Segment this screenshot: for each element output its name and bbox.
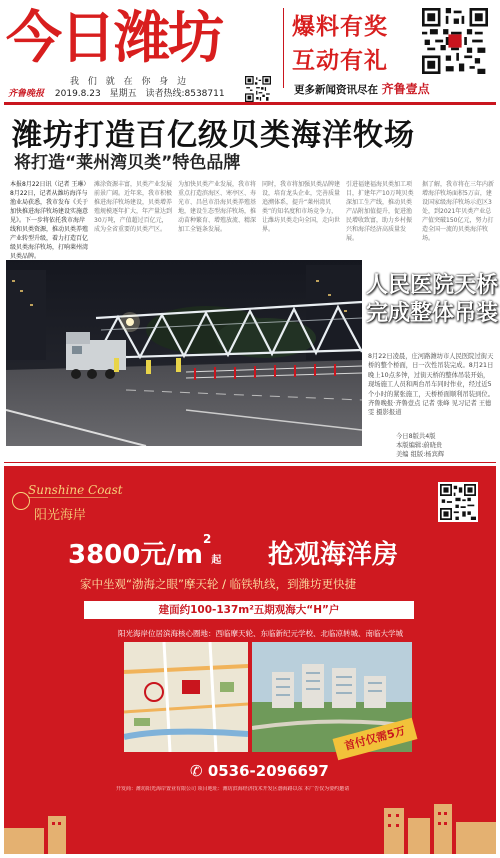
promo-line-3-text: 更多新闻资讯尽在 — [294, 84, 378, 96]
ad-skyline-graphic — [4, 798, 496, 854]
article-headline[interactable]: 潍坊打造百亿级贝类海洋牧场 — [12, 118, 415, 153]
real-estate-ad[interactable] — [4, 466, 496, 854]
ad-tagline: 家中坐观“渤海之眼”摩天轮 / 临铁轨线，到潍坊更快捷 — [80, 577, 357, 591]
issue-weekday: 星期五 — [109, 89, 137, 99]
masthead-slogan: 我 们 就 在 你 身 边 — [70, 77, 190, 87]
editor-info — [396, 432, 494, 459]
article-column-5: 引进福建福海贝类加工项目，扩建年产10万吨贝类深加工生产线，推动贝类产品附加值提升，促进渔民增收致富，助力乡村振兴和海洋经济高质量发展。 — [346, 181, 414, 242]
promo-line-3 — [294, 80, 430, 97]
ad-price-value: 3800元/m — [68, 540, 203, 570]
article-column-6: 据了解，我市将在三年内新增海洋牧场面积5万亩，建设国家级海洋牧场示范区3处，到2021年贝类产业总产值突破150亿元，努力打造全国一流的贝类海洋牧场。 — [422, 181, 494, 242]
location-map-graphic — [124, 642, 248, 752]
ad-price — [68, 534, 221, 571]
ad-price-unit-sup: 2 — [202, 532, 212, 546]
ad-phone[interactable] — [190, 762, 329, 780]
article-column-1 — [10, 180, 88, 260]
ad-location-text: 阳光海岸位居滨海核心圈地：西临摩天轮、东临新纪元学校、北临凉转城、南临大学城 — [118, 629, 403, 638]
page-editor: 本版编辑:蔚晓贵 — [396, 442, 443, 449]
article-column-1-text: 本报8月22日讯（记者 王琳）8月22日，记者从潍坊海洋与渔业局获悉，我市发布《关于加快推进海洋牧场建设实施意见》。下一步将依托我市海岸线和贝类资源，推动贝类养殖产业转型升级，着力打造百亿级贝类海洋牧场，打响莱州湾贝类品牌。 — [10, 181, 88, 260]
ad-logo-underline — [28, 497, 108, 498]
masthead — [0, 0, 500, 100]
ad-unit-band: 建面约100-137m²五期观海大“H”户 — [84, 601, 414, 619]
ad-fine-print: 开发商：潍坊阳光海岸置业有限公司 项目地址：潍坊滨海经济技术开发区渤海路以东 本广告仅为要约邀请 — [116, 786, 350, 792]
ad-down-payment-badge: 首付仅需5万 — [333, 718, 418, 760]
brand-name: 齐鲁晚报 — [8, 89, 45, 99]
photo-overlay-title — [338, 272, 498, 328]
masthead-divider — [283, 8, 284, 88]
reader-hotline: 读者热线:8538711 — [145, 89, 225, 99]
masthead-rule — [4, 102, 496, 105]
ad-location-map[interactable] — [124, 642, 248, 752]
promo-app-name: 齐鲁壹点 — [381, 82, 430, 96]
phone-icon: ✆ — [190, 762, 203, 780]
article-column-3: 为加快贝类产业发展，我市将重点打造滨海区、寒亭区、寿光市、昌邑市沿海贝类养殖基地，建设生态型海洋牧场，推动苗种繁育、增殖放流、精深加工全链条发展。 — [178, 181, 256, 233]
ad-qr-code-icon[interactable] — [438, 482, 478, 522]
small-qr-code-icon[interactable] — [245, 76, 271, 102]
overlay-line-2: 完成整体吊装 — [365, 301, 498, 326]
newspaper-title: 今日潍坊 — [6, 6, 222, 71]
caption-text: 8月22日凌晨，庄河路潍坊市人民医院过街天桥的整个桥面，日一次性吊装完成。8月21日晚上10点多钟，过街天桥的整体吊装开始，现场施工人员和两台吊车同时作业，经过近5个小时的紧张施工，天桥桥面顺利吊装到位。 — [368, 353, 494, 398]
news-photo[interactable] — [6, 260, 362, 446]
article-column-2: 滩涂资源丰富，贝类产业发展前景广阔。近年来，我市积极推进海洋牧场建设，贝类增养殖规模逐年扩大，年产量达到30万吨，产值超过百亿元，成为全省重要的贝类产区。 — [94, 181, 172, 233]
page-design: 美编 组版:杨宾辉 — [396, 451, 445, 458]
issue-date: 2019.8.23 — [54, 89, 101, 99]
ad-price-qi: 起 — [211, 555, 222, 566]
caption-credit: 齐鲁晚报·齐鲁壹点 记者 张峰 见习记者 王德雯 摄影报道 — [368, 400, 492, 417]
overlay-line-1: 人民医院天桥 — [365, 273, 498, 298]
bridge-night-photo — [6, 260, 362, 446]
photo-caption — [368, 352, 494, 418]
promo-line-1: 爆料有奖 — [292, 14, 388, 40]
section-rule — [4, 462, 496, 463]
article-subhead: 将打造“莱州湾贝类”特色品牌 — [14, 153, 241, 173]
ad-logo-english: Sunshine Coast — [28, 483, 123, 497]
qr-code-icon[interactable] — [422, 8, 488, 74]
article-column-4: 同时，我市将加强贝类品牌建设，培育龙头企业，完善质量追溯体系，提升“莱州湾贝类”的知名度和市场竞争力，让潍坊贝类走向全国，走向世界。 — [262, 181, 340, 233]
promo-line-2: 互动有礼 — [292, 48, 388, 74]
ad-headline: 抢观海洋房 — [268, 540, 399, 570]
page-count: 今日8版共4版 — [396, 433, 436, 440]
ad-phone-number: 0536-2096697 — [207, 762, 329, 780]
ad-logo-chinese: 阳光海岸 — [34, 508, 87, 523]
